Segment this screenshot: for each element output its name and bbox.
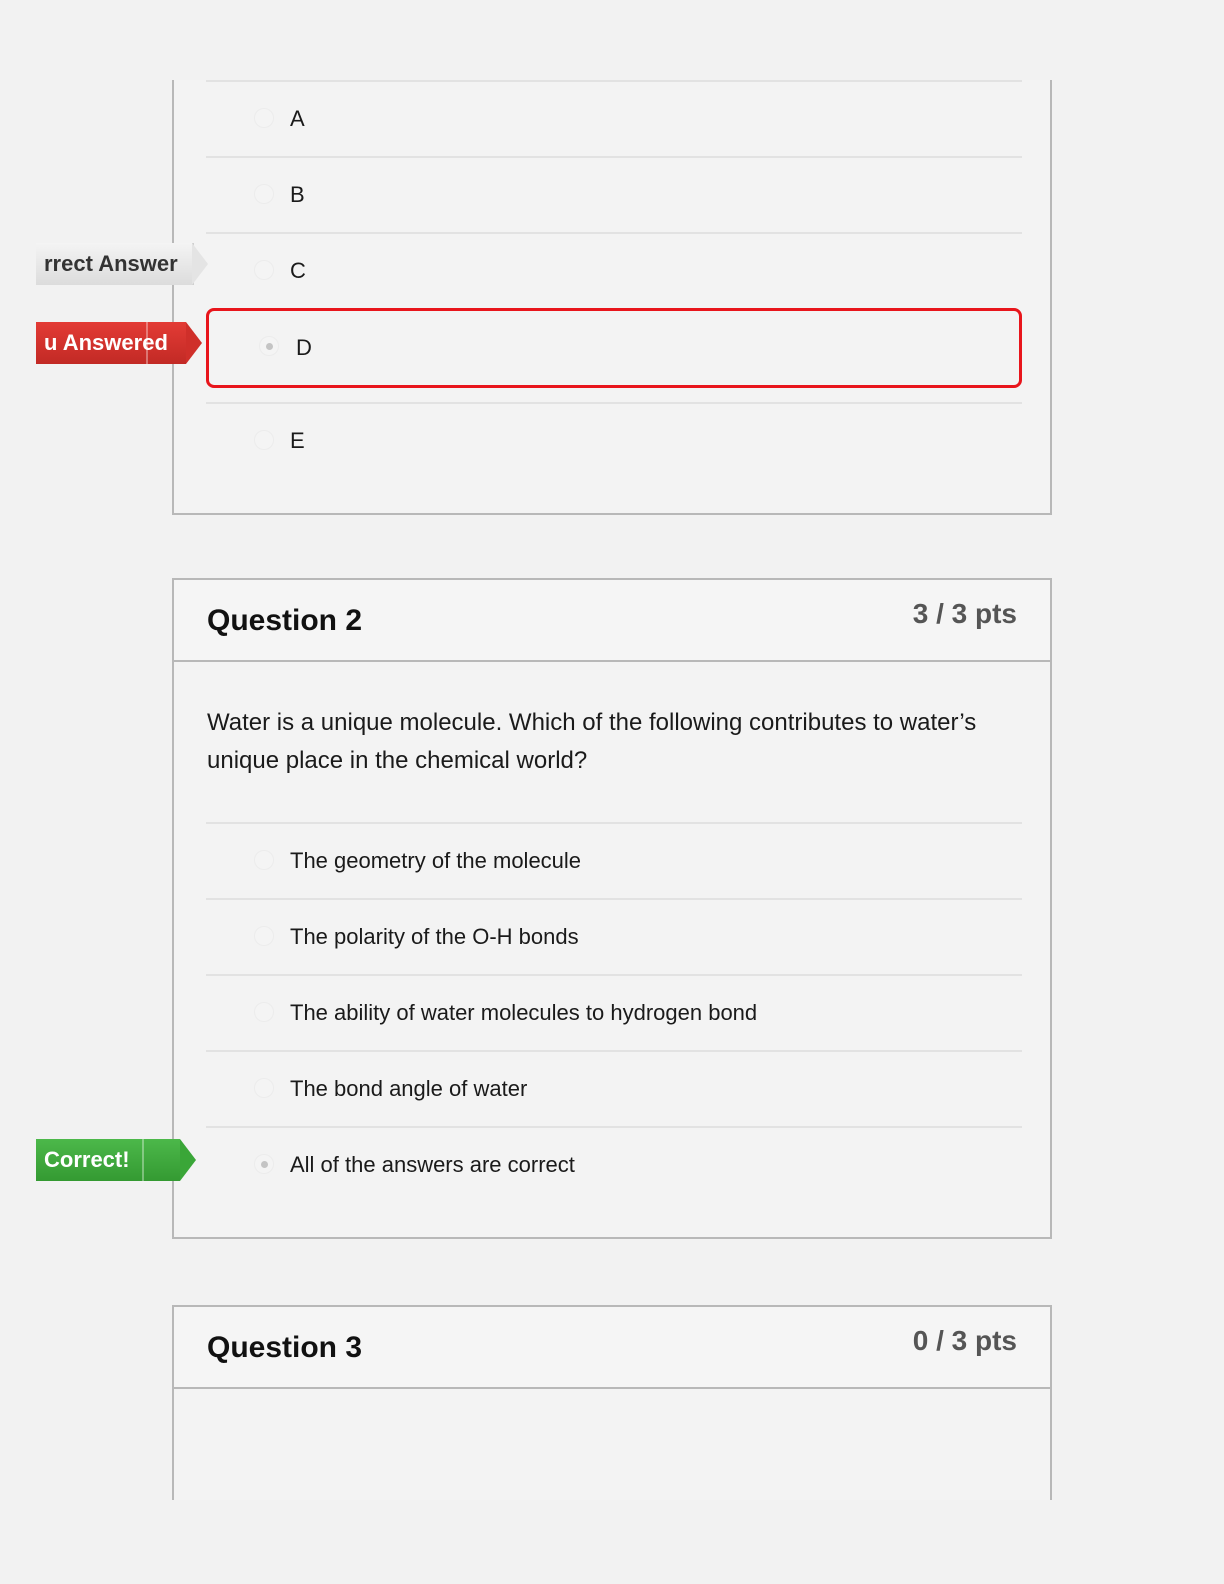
question-3-panel	[172, 1305, 1052, 1500]
answer-list	[206, 822, 1022, 1202]
answer-label: The geometry of the molecule	[290, 848, 582, 873]
correct-answer-flag	[36, 243, 194, 285]
answer-label: The bond angle of water	[290, 1076, 528, 1101]
radio-button[interactable]	[254, 430, 274, 450]
question-title: Question 3	[207, 1331, 363, 1364]
question-header	[174, 580, 1050, 662]
answer-label: B	[290, 182, 305, 207]
radio-button[interactable]	[254, 926, 274, 946]
question-title: Question 2	[207, 604, 363, 637]
question-points: 0 / 3 pts	[912, 1325, 1017, 1356]
answer-option[interactable]	[206, 822, 1022, 898]
answer-option[interactable]	[206, 898, 1022, 974]
answer-option-d[interactable]	[206, 308, 1022, 388]
answer-label: The ability of water molecules to hydrogen bond	[290, 1000, 758, 1025]
answer-option[interactable]	[206, 1126, 1022, 1202]
radio-button-selected[interactable]	[254, 1154, 274, 1174]
radio-button[interactable]	[254, 850, 274, 870]
answer-label: E	[290, 428, 305, 453]
correct-flag	[36, 1139, 180, 1181]
answer-label: C	[290, 258, 306, 283]
answer-label: D	[296, 335, 312, 360]
radio-button[interactable]	[254, 1078, 274, 1098]
flag-divider	[146, 322, 148, 364]
answer-option-c[interactable]	[206, 232, 1022, 308]
answer-label: All of the answers are correct	[290, 1152, 575, 1177]
flag-label: Correct!	[44, 1147, 130, 1172]
question-text: Water is a unique molecule. Which of the following contributes to water’s unique place in the chemical world?	[207, 709, 977, 774]
answer-option[interactable]	[206, 974, 1022, 1050]
answer-list	[206, 80, 1022, 478]
you-answered-flag	[36, 322, 186, 364]
radio-button[interactable]	[254, 108, 274, 128]
answer-option-e[interactable]	[206, 402, 1022, 478]
radio-button[interactable]	[254, 184, 274, 204]
answer-option-b[interactable]	[206, 156, 1022, 232]
radio-button[interactable]	[254, 1002, 274, 1022]
answer-option-a[interactable]	[206, 80, 1022, 156]
flag-label: rrect Answer	[44, 251, 178, 276]
answer-option[interactable]	[206, 1050, 1022, 1126]
radio-button-selected[interactable]	[259, 336, 279, 356]
flag-divider	[142, 1139, 144, 1181]
answer-label: A	[290, 106, 305, 131]
radio-button[interactable]	[254, 260, 274, 280]
answer-label: The polarity of the O-H bonds	[290, 924, 579, 949]
flag-label: u Answered	[44, 330, 168, 355]
question-header	[174, 1307, 1050, 1389]
question-1-panel	[172, 80, 1052, 515]
question-points: 3 / 3 pts	[912, 598, 1017, 629]
question-2-panel	[172, 578, 1052, 1239]
